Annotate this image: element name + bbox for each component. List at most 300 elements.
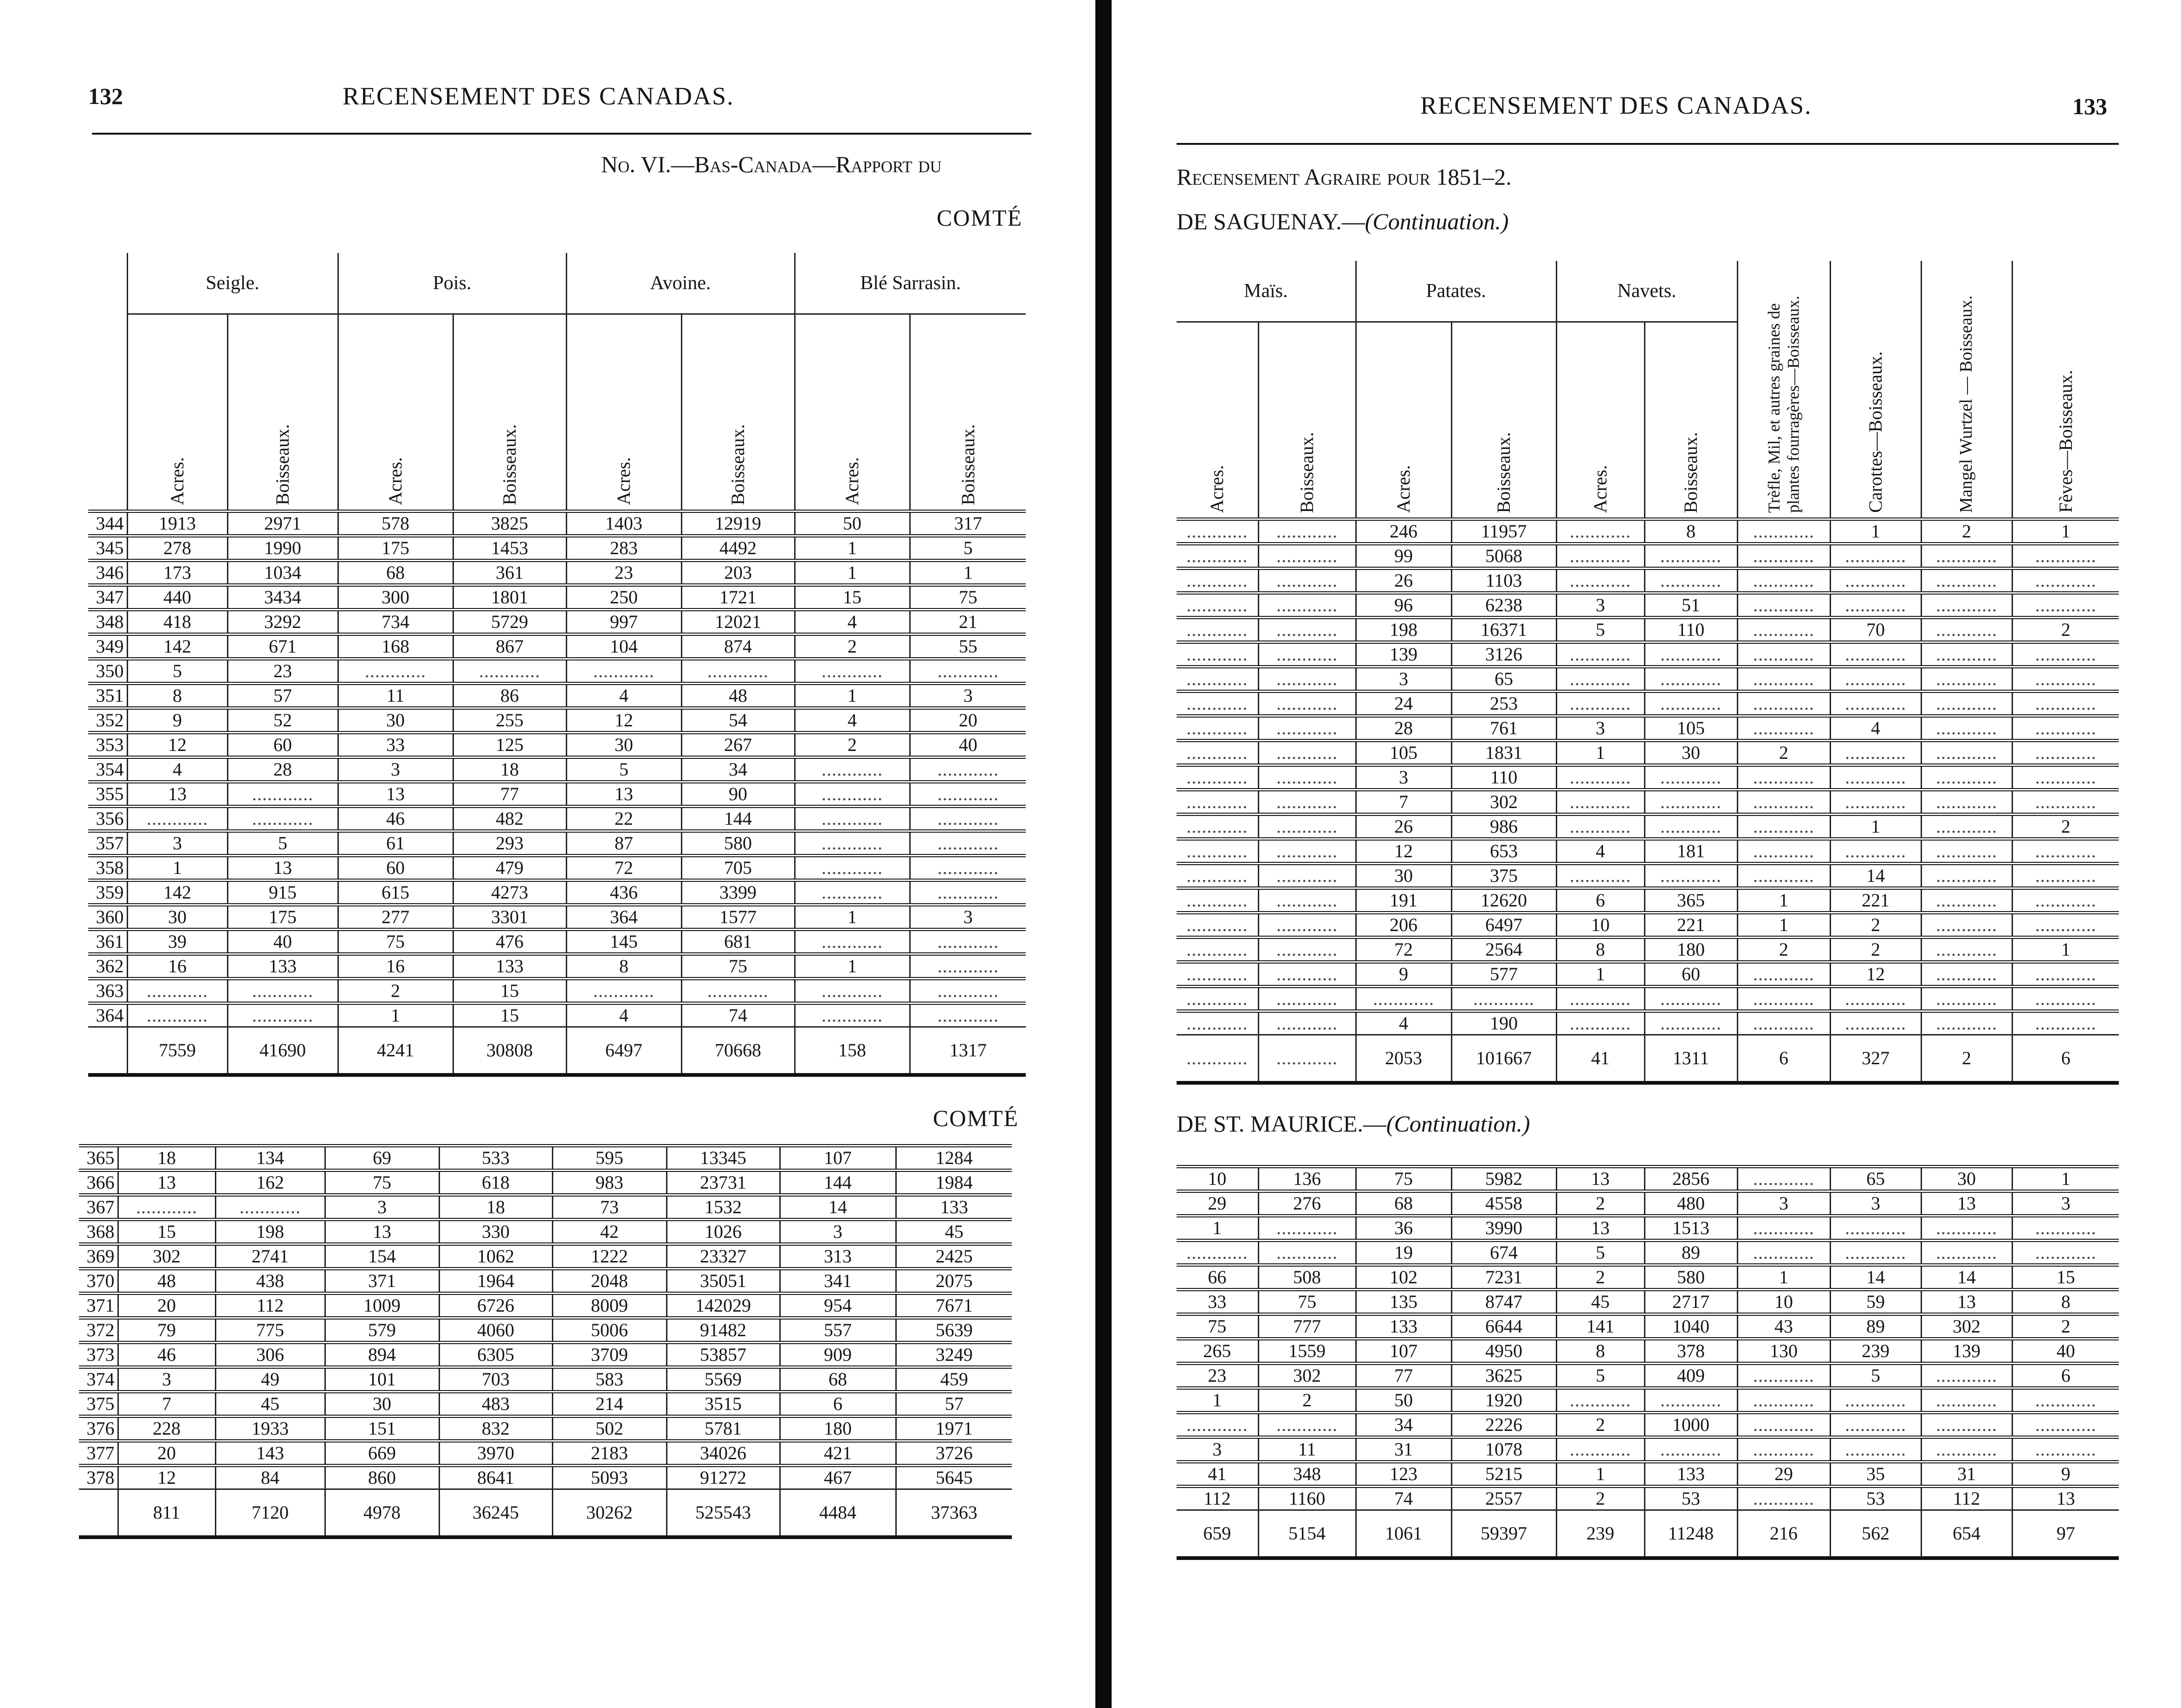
table-cell: 142029 (667, 1294, 780, 1318)
totals-row (79, 1489, 1012, 1538)
table-cell: 23731 (667, 1171, 780, 1195)
empty-cell (1644, 667, 1737, 692)
table-cell: 14 (780, 1195, 896, 1220)
table-cell: 13345 (667, 1146, 780, 1171)
table-cell: 894 (325, 1343, 439, 1367)
empty-cell (1737, 765, 1830, 790)
table-cell: 30 (325, 1392, 439, 1417)
empty-cell (1644, 790, 1737, 815)
column-header: Mangel Wurtzel — Boisseaux. (1921, 261, 2012, 519)
table-cell: 29 (1177, 1191, 1258, 1216)
table-cell: 12 (1356, 839, 1451, 864)
table-row (1177, 642, 2119, 667)
empty-cell (1556, 765, 1644, 790)
table-cell: 3 (118, 1367, 215, 1392)
table-cell: 9 (1356, 962, 1451, 987)
table-cell: 5 (1556, 1364, 1644, 1388)
empty-cell (1177, 839, 1258, 864)
table-cell: 1061 (1356, 1510, 1451, 1559)
empty-cell (1737, 815, 1830, 839)
row-number: 369 (79, 1244, 118, 1269)
table-cell: 5781 (667, 1417, 780, 1441)
table-cell: 24 (1356, 692, 1451, 716)
table-cell: 45 (896, 1220, 1012, 1244)
table-cell: 101667 (1451, 1035, 1556, 1083)
table-body (1177, 1167, 2119, 1559)
row-number: 347 (88, 585, 127, 610)
table-cell: 4950 (1451, 1339, 1556, 1364)
empty-cell (1177, 1011, 1258, 1035)
empty-cell (1830, 839, 1921, 864)
empty-cell (1177, 692, 1258, 716)
table-cell: 60 (338, 856, 453, 880)
table-cell: 55 (910, 634, 1026, 659)
table-cell: 7 (1356, 790, 1451, 815)
table-cell: 10 (1556, 913, 1644, 938)
table-cell: 133 (1356, 1314, 1451, 1339)
empty-cell (910, 979, 1026, 1003)
table-cell: 6 (2012, 1035, 2119, 1083)
table-cell: 20 (118, 1441, 215, 1466)
table-row (88, 782, 1026, 807)
table-cell: 306 (215, 1343, 325, 1367)
table-row (88, 757, 1026, 782)
empty-cell (1177, 962, 1258, 987)
empty-cell (1177, 815, 1258, 839)
table-row (1177, 716, 2119, 741)
table-cell: 4 (566, 684, 681, 708)
table-cell: 348 (1258, 1462, 1356, 1487)
table-cell: 30 (1356, 864, 1451, 888)
table-row (88, 880, 1026, 905)
empty-cell (1737, 839, 1830, 864)
empty-cell (1921, 888, 2012, 913)
table-cell: 6644 (1451, 1314, 1556, 1339)
table-cell: 206 (1356, 913, 1451, 938)
empty-cell (1258, 618, 1356, 642)
table-cell: 3126 (1451, 642, 1556, 667)
table-cell: 158 (795, 1027, 910, 1075)
column-header: Boisseaux. (1258, 322, 1356, 519)
table-row (88, 954, 1026, 979)
table-row (79, 1294, 1012, 1318)
table-cell: 7 (118, 1392, 215, 1417)
table-cell: 4492 (681, 536, 795, 561)
table-cell: 14 (1830, 864, 1921, 888)
table-cell: 77 (453, 782, 566, 807)
empty-cell (910, 954, 1026, 979)
table-cell: 39 (127, 930, 227, 954)
table-cell: 77 (1356, 1364, 1451, 1388)
table-cell: 6497 (566, 1027, 681, 1075)
table-cell: 250 (566, 585, 681, 610)
table-row (88, 511, 1026, 536)
table-cell: 60 (227, 733, 338, 757)
table-row (79, 1367, 1012, 1392)
table-cell: 2557 (1451, 1487, 1556, 1510)
table-cell: 20 (910, 708, 1026, 733)
table-cell: 618 (439, 1171, 552, 1195)
table-cell: 2 (1737, 938, 1830, 962)
table-cell: 3 (1830, 1191, 1921, 1216)
table-cell: 1160 (1258, 1487, 1356, 1510)
table-cell: 9 (2012, 1462, 2119, 1487)
table-cell: 7559 (127, 1027, 227, 1075)
table-cell: 2 (1556, 1413, 1644, 1437)
table-cell: 133 (227, 954, 338, 979)
table-cell: 33 (338, 733, 453, 757)
table-cell: 1513 (1644, 1216, 1737, 1241)
table-row (1177, 593, 2119, 618)
empty-cell (1737, 864, 1830, 888)
table-row (1177, 864, 2119, 888)
table-cell: 28 (1356, 716, 1451, 741)
empty-cell (566, 979, 681, 1003)
table-cell: 300 (338, 585, 453, 610)
table-cell: 5 (1830, 1364, 1921, 1388)
table-row (1177, 1290, 2119, 1314)
table-cell: 3 (1356, 667, 1451, 692)
empty-cell (1830, 692, 1921, 716)
table-cell: 341 (780, 1269, 896, 1294)
empty-cell (1177, 1035, 1258, 1083)
table-row (1177, 815, 2119, 839)
row-number: 370 (79, 1269, 118, 1294)
table-cell: 674 (1451, 1241, 1556, 1265)
table-row (88, 585, 1026, 610)
table-cell: 253 (1451, 692, 1556, 716)
table-row (79, 1441, 1012, 1466)
table-row (79, 1269, 1012, 1294)
table-cell: 4 (566, 1003, 681, 1027)
table-row (1177, 1191, 2119, 1216)
table-cell: 3 (2012, 1191, 2119, 1216)
empty-cell (2012, 1011, 2119, 1035)
table-cell: 23327 (667, 1244, 780, 1269)
table-row (1177, 962, 2119, 987)
table-cell: 48 (118, 1269, 215, 1294)
table-cell: 1990 (227, 536, 338, 561)
table-cell: 8 (127, 684, 227, 708)
table-cell: 239 (1556, 1510, 1644, 1559)
table-cell: 409 (1644, 1364, 1737, 1388)
table-cell: 29 (1737, 1462, 1830, 1487)
empty-cell (910, 807, 1026, 831)
table-cell: 681 (681, 930, 795, 954)
table-cell: 45 (1556, 1290, 1644, 1314)
table-cell: 874 (681, 634, 795, 659)
table-cell: 3301 (453, 905, 566, 930)
table-cell: 143 (215, 1441, 325, 1466)
table-cell: 105 (1644, 716, 1737, 741)
empty-cell (1921, 741, 2012, 765)
empty-cell (1737, 618, 1830, 642)
table-row (1177, 1437, 2119, 1462)
right-page (1112, 0, 2181, 1708)
empty-cell (795, 930, 910, 954)
table-cell: 378 (1644, 1339, 1737, 1364)
table-cell: 2053 (1356, 1035, 1451, 1083)
table-cell: 191 (1356, 888, 1451, 913)
table-cell: 3515 (667, 1392, 780, 1417)
table-cell: 562 (1830, 1510, 1921, 1559)
table-row (88, 610, 1026, 634)
table-cell: 2 (338, 979, 453, 1003)
table-cell: 5 (227, 831, 338, 856)
empty-cell (1177, 1241, 1258, 1265)
empty-cell (1921, 1413, 2012, 1437)
table-cell: 1 (795, 954, 910, 979)
table-cell: 90 (681, 782, 795, 807)
table-cell: 12 (127, 733, 227, 757)
table-cell: 1040 (1644, 1314, 1737, 1339)
empty-cell (1644, 864, 1737, 888)
table-cell: 12 (1830, 962, 1921, 987)
table-cell: 867 (453, 634, 566, 659)
empty-cell (1737, 716, 1830, 741)
table-cell: 105 (1356, 741, 1451, 765)
table-row (1177, 1167, 2119, 1191)
table-row (79, 1171, 1012, 1195)
empty-cell (2012, 667, 2119, 692)
table-row (79, 1195, 1012, 1220)
empty-cell (795, 757, 910, 782)
table-cell: 43 (1737, 1314, 1830, 1339)
table-cell: 327 (1830, 1035, 1921, 1083)
empty-cell (1258, 692, 1356, 716)
table-cell: 1284 (896, 1146, 1012, 1171)
table-cell: 2 (2012, 1314, 2119, 1339)
empty-cell (1177, 618, 1258, 642)
table-cell: 2717 (1644, 1290, 1737, 1314)
empty-cell (795, 979, 910, 1003)
table-cell: 6726 (439, 1294, 552, 1318)
empty-cell (1556, 692, 1644, 716)
table-cell: 12620 (1451, 888, 1556, 913)
table-body (79, 1146, 1012, 1538)
table-cell: 1 (795, 536, 910, 561)
empty-cell (1644, 544, 1737, 569)
empty-cell (1830, 790, 1921, 815)
table-cell: 7671 (896, 1294, 1012, 1318)
table-cell: 5068 (1451, 544, 1556, 569)
table-cell: 459 (896, 1367, 1012, 1392)
column-header: Acres. (795, 314, 910, 511)
table-cell: 5 (910, 536, 1026, 561)
table-cell: 580 (681, 831, 795, 856)
table-row (1177, 839, 2119, 864)
table-cell: 2 (1258, 1388, 1356, 1413)
table-cell: 615 (338, 880, 453, 905)
empty-cell (1830, 667, 1921, 692)
table-cell: 57 (227, 684, 338, 708)
table-cell: 12919 (681, 511, 795, 536)
table-cell: 595 (552, 1146, 667, 1171)
table-cell: 3 (127, 831, 227, 856)
empty-cell (795, 831, 910, 856)
table-row (79, 1146, 1012, 1171)
row-number: 374 (79, 1367, 118, 1392)
table-row (1177, 790, 2119, 815)
table-caption: No. VI.—Bas-Canada—Rapport du (601, 151, 942, 177)
row-number: 378 (79, 1466, 118, 1489)
table-cell: 11 (1258, 1437, 1356, 1462)
empty-cell (2012, 765, 2119, 790)
table-cell: 1 (1737, 888, 1830, 913)
table-cell: 13 (325, 1220, 439, 1244)
table-cell: 2 (2012, 815, 2119, 839)
table-cell: 13 (1556, 1167, 1644, 1191)
table-cell: 91272 (667, 1466, 780, 1489)
empty-cell (910, 757, 1026, 782)
table-cell: 2 (1556, 1487, 1644, 1510)
table-cell: 36245 (439, 1489, 552, 1538)
table-cell: 175 (227, 905, 338, 930)
table-cell: 6305 (439, 1343, 552, 1367)
table-row (79, 1220, 1012, 1244)
table-cell: 52 (227, 708, 338, 733)
table-cell: 1 (1556, 962, 1644, 987)
table-cell: 3 (780, 1220, 896, 1244)
empty-cell (2012, 962, 2119, 987)
table-cell: 313 (780, 1244, 896, 1269)
empty-cell (1737, 667, 1830, 692)
table-cell: 3 (1177, 1437, 1258, 1462)
table-cell: 30 (127, 905, 227, 930)
table-cell: 13 (1556, 1216, 1644, 1241)
empty-cell (1258, 1216, 1356, 1241)
empty-cell (1644, 692, 1737, 716)
column-header: Boisseaux. (681, 314, 795, 511)
row-number: 345 (88, 536, 127, 561)
table-cell: 1 (1177, 1388, 1258, 1413)
table-cell: 1026 (667, 1220, 780, 1244)
empty-cell (1737, 1241, 1830, 1265)
table-cell: 11 (338, 684, 453, 708)
table-cell: 133 (896, 1195, 1012, 1220)
empty-cell (1830, 1011, 1921, 1035)
table-cell: 1078 (1451, 1437, 1556, 1462)
table-cell: 180 (780, 1417, 896, 1441)
table-row (1177, 618, 2119, 642)
empty-cell (1921, 938, 2012, 962)
table-row (88, 561, 1026, 585)
table-cell: 2 (1556, 1191, 1644, 1216)
table-row (1177, 569, 2119, 593)
column-header: Boisseaux. (910, 314, 1026, 511)
empty-cell (1258, 569, 1356, 593)
table-cell: 75 (338, 930, 453, 954)
empty-cell (1258, 888, 1356, 913)
empty-cell (910, 930, 1026, 954)
table-cell: 1933 (215, 1417, 325, 1441)
table-cell: 107 (1356, 1339, 1451, 1364)
group-header: Pois. (338, 253, 566, 314)
table-cell: 2075 (896, 1269, 1012, 1294)
table-cell: 734 (338, 610, 453, 634)
running-title: RECENSEMENT DES CANADAS. (343, 82, 734, 110)
table-cell: 1971 (896, 1417, 1012, 1441)
table-cell: 811 (118, 1489, 215, 1538)
empty-cell (2012, 913, 2119, 938)
table-cell: 246 (1356, 519, 1451, 544)
table-cell: 302 (1921, 1314, 2012, 1339)
column-header: Trèfle, Mil, et autres graines de plantes fourragères—Boisseaux. (1737, 261, 1830, 519)
table-cell: 8 (1556, 938, 1644, 962)
table-cell: 30 (566, 733, 681, 757)
row-number: 350 (88, 659, 127, 684)
group-header: Avoine. (566, 253, 795, 314)
empty-cell (1830, 987, 1921, 1011)
empty-cell (795, 1003, 910, 1027)
table-row (79, 1417, 1012, 1441)
row-number: 358 (88, 856, 127, 880)
table-row (1177, 1413, 2119, 1437)
empty-cell (1921, 790, 2012, 815)
row-number: 372 (79, 1318, 118, 1343)
table-cell: 276 (1258, 1191, 1356, 1216)
table-cell: 476 (453, 930, 566, 954)
table-cell: 50 (1356, 1388, 1451, 1413)
empty-cell (1737, 790, 1830, 815)
column-header: Acres. (1206, 465, 1228, 513)
empty-cell (1177, 519, 1258, 544)
table-cell: 703 (439, 1367, 552, 1392)
table-cell: 4 (127, 757, 227, 782)
table-cell: 653 (1451, 839, 1556, 864)
table-cell: 68 (1356, 1191, 1451, 1216)
table-row (1177, 1216, 2119, 1241)
table-row (88, 1003, 1026, 1027)
table-cell: 438 (215, 1269, 325, 1294)
table-row (79, 1343, 1012, 1367)
table-row (88, 634, 1026, 659)
left-table-saguenay (88, 253, 1026, 1077)
table-cell: 508 (1258, 1265, 1356, 1290)
table-cell: 12 (118, 1466, 215, 1489)
table-cell: 41 (1177, 1462, 1258, 1487)
table-cell: 1 (910, 561, 1026, 585)
table-cell: 31 (1356, 1437, 1451, 1462)
column-header: Acres. (338, 314, 453, 511)
empty-cell (1644, 1388, 1737, 1413)
table-cell: 34 (1356, 1413, 1451, 1437)
empty-cell (1177, 716, 1258, 741)
empty-cell (1258, 839, 1356, 864)
empty-cell (2012, 864, 2119, 888)
table-cell: 8 (1556, 1339, 1644, 1364)
table-cell: 533 (439, 1146, 552, 1171)
empty-cell (566, 659, 681, 684)
table-cell: 5982 (1451, 1167, 1556, 1191)
table-cell: 5154 (1258, 1510, 1356, 1559)
table-cell: 18 (118, 1146, 215, 1171)
table-cell: 365 (1644, 888, 1737, 913)
table-cell: 42 (552, 1220, 667, 1244)
table-caption: Recensement Agraire pour 1851–2. (1177, 164, 1512, 190)
row-number: 354 (88, 757, 127, 782)
table-cell: 5 (1556, 618, 1644, 642)
empty-cell (795, 782, 910, 807)
empty-cell (2012, 1437, 2119, 1462)
table-cell: 1 (1830, 519, 1921, 544)
table-cell: 72 (566, 856, 681, 880)
empty-cell (1830, 1388, 1921, 1413)
table-cell: 3292 (227, 610, 338, 634)
table-cell: 40 (910, 733, 1026, 757)
table-cell: 1 (2012, 1167, 2119, 1191)
empty-cell (1258, 1413, 1356, 1437)
